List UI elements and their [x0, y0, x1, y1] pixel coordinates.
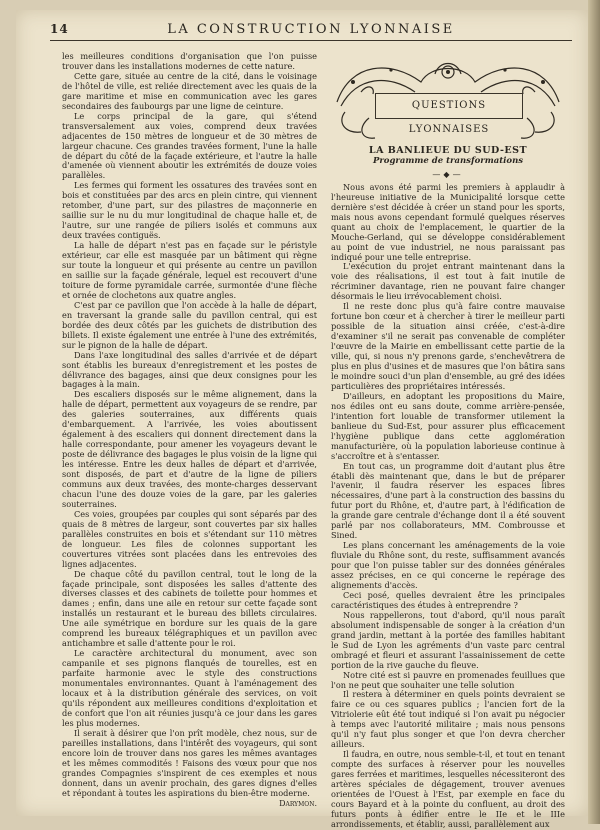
paragraph: En tout cas, un programme doit d'autant plus être établi dès maintenant que, dans le but de préparer l'avenir, il faudra réserver les espaces libres nécessaires, d'une part à la construction des bassins du futur port du Rhône, et, d'autre part, à l'édification de la grande gare centrale d'échange dont il a été souvent parlé par nos collaborateurs, MM. Combrousse et Sined.: [331, 460, 565, 541]
section-banner: [331, 52, 565, 144]
left-column: [62, 52, 317, 809]
article-body: [331, 183, 565, 830]
paragraph: Dans l'axe longitudinal des salles d'arrivée et de départ sont établis les bureaux d'enregistrement et les postes de délivrance des bagages, ainsi que deux consignes pour les bagages à la main.: [62, 349, 317, 390]
paragraph: La halle de départ n'est pas en façade sur le péristyle extérieur, car elle est masquée par un bâtiment qui règne sur toute la longueur et qui présente au centre un pavillon en saillie sur la façade générale, lequel est recouvert d'une toiture de forme pyramidale carrée, surmontée d'une flèche et ornée de clochetons aux quatre angles.: [62, 240, 317, 300]
page-header: [50, 22, 572, 41]
page-number: 14: [50, 22, 69, 36]
paragraph: Le corps principal de la gare, qui s'étend transversalement aux voies, comprend deux travées adjacentes de 150 mètres de longueur et de 30 mètres de largeur chacune. Ces grandes travées forment, l'une la halle de départ du côté de la façade extérieure, et l'autre la halle d'amenée où viennent aboutir les extrémités de douze voies parallèles.: [62, 110, 317, 181]
article-title: LA BANLIEUE DU SUD-EST: [368, 145, 528, 156]
paragraph: Les fermes qui forment les ossatures des travées sont en bois et constituées par des arcs en plein cintre, qui viennent retomber, d'une part, sur des pilastres de maçonnerie en saillie sur le nu du mur longitudinal de chaque halle et, de l'autre, sur une rangée de piliers isolés et communs aux deux travées contiguës.: [62, 180, 317, 241]
divider-ornament-icon: —◆—: [432, 169, 464, 179]
paragraph: Nous avons été parmi les premiers à applaudir à l'heureuse initiative de la Municipalité lorsque cette dernière s'est décidée à créer un stand pour les sports, mais nous avons cependant formulé quelques réserves quant au choix de l'emplacement, le quartier de la Mouche-Gerland, qui se développe considérablement au point de vue industriel, ne nous paraissant pas indiqué pour une telle entreprise.: [331, 181, 565, 262]
running-title: LA CONSTRUCTION LYONNAISE: [167, 22, 455, 37]
paragraph: Ces voies, groupées par couples qui sont séparés par des quais de 8 mètres de largeur, sont couvertes par six halles parallèles construites en bois et s'étendant sur 110 mètres de longueur. Les files de colonnes supportant les couvertures vitrées sont placées dans les entrevoies des lignes adjacentes.: [62, 508, 317, 569]
article-subtitle: Programme de transformations: [372, 155, 524, 166]
banner-title: QUESTIONS LYONNAISES: [375, 93, 523, 119]
paragraph: D'ailleurs, en adoptant les propositions du Maire, nos édiles ont eu sans doute, comme arrière-pensée, l'intention fort louable de transformer utilement la banlieue du Sud-Est, pour assurer plus efficacement l'hygiène publique dans cette agglomération manufacturière, où la population laborieuse continue à s'accroître et à s'entasser.: [331, 390, 565, 461]
page-binding: [588, 0, 600, 824]
paragraph: Il faudra, en outre, nous semble-t-il, et tout en tenant compte des surfaces à réserver pour les nouvelles gares ferrées et maritimes, lesquelles nécessiteront des artères spéciales de dégagement, trouver avenues orientées de l'Ouest à l'Est, par exemple en face du cours Bayard et à la pointe du confluent, au droit des futurs ponts à édifier entre le IIe et le IIIe arrondissements, et établir, aussi, parallèlement aux: [331, 749, 565, 829]
paragraph: Cette gare, située au centre de la cité, dans le voisinage de l'hôtel de ville, est reliée directement avec les quais de la gare maritime et mise en communication avec les gares secondaires des faubourgs par une ligne de ceinture.: [62, 70, 317, 111]
paragraph: Des escaliers disposés sur le même alignement, dans la halle de départ, permettent aux voyageurs de se rendre, par des galeries souterraines, aux différents quais d'embarquement. A l'arrivée, les voies aboutissent également à des escaliers qui donnent directement dans la halle correspondante, pour amener les voyageurs devant le poste de délivrance des bagages le plus voisin de la ligne qui les intéresse. Entre les deux halles de départ et d'arrivée, sont disposés, de part et d'autre de la ligne de piliers communs aux deux travées, des monte-charges desservant chacun l'une des douze voies de la gare, par les galeries souterraines.: [62, 389, 317, 509]
author-signature: Darymon.: [279, 799, 317, 809]
paragraph: les meilleures conditions d'organisation que l'on puisse trouver dans les installations modernes de cette nature.: [62, 51, 317, 71]
paragraph: Nous rappellerons, tout d'abord, qu'il nous paraît absolument indispensable de songer à la création d'un grand jardin, mettant à la portée des familles habitant le Sud de Lyon les agréments d'un vaste parc central ombragé et fleuri et assurant l'assainissement de cette portion de la rive gauche du fleuve.: [331, 609, 565, 670]
paragraph: Ceci posé, quelles devraient être les principales caractéristiques des études à entreprendre ?: [331, 589, 565, 610]
paragraph: Les plans concernant les aménagements de la voie fluviale du Rhône sont, du reste, suffisamment avancés pour que l'on puisse tabler sur des données générales assez précises, en ce qui concerne le repérage des alignements d'accès.: [331, 540, 565, 590]
paragraph: Il ne reste donc plus qu'à faire contre mauvaise fortune bon cœur et à chercher à tirer le meilleur parti possible de la situation ainsi créée, c'est-à-dire d'examiner s'il ne serait pas convenable de compléter l'œuvre de la Mairie en embellissant cette partie de la ville, qui, si nous n'y prenons garde, s'enchevêtrera de plus en plus d'usines et de masures que l'on bâtira sans le moindre souci d'un plan d'ensemble, au gré des idées particulières des propriétaires intéressés.: [331, 301, 565, 391]
paragraph: Notre cité est si pauvre en promenades feuillues que l'on ne peut que souhaiter une telle solution: [331, 669, 565, 690]
paragraph: Il restera à déterminer en quels points devraient se faire ce ou ces squares publics ; l'ancien fort de la Vitriolerie eût été tout indiqué si l'on avait pu négocier à temps avec l'autorité militaire ; mais nous pensons qu'il n'y faut plus songer et que l'on devra chercher ailleurs.: [331, 689, 565, 750]
paragraph: C'est par ce pavillon que l'on accède à la halle de départ, en traversant la grande salle du pavillon central, qui est bordée des deux côtés par les guichets de distribution des billets. Il existe également une entrée à l'une des extrémités, sur le pignon de la halle de départ.: [62, 299, 317, 350]
paragraph: Le caractère architectural du monument, avec son campanile et ses pignons flanqués de tourelles, est en parfaite harmonie avec le style des constructions monumentales environnantes. Quant à l'aménagement des locaux et à la distribution générale des services, on voit qu'ils répondent aux meilleures conditions d'exploitation et de confort que l'on ait réunies jusqu'à ce jour dans les gares les plus modernes.: [62, 648, 317, 728]
paragraph: Il serait à désirer que l'on prît modèle, chez nous, sur de pareilles installations, dans l'intérêt des voyageurs, qui sont encore loin de trouver dans nos gares les mêmes avantages et les mêmes commodités ! Faisons des vœux pour que nos grandes Compagnies s'inspirent de ces exemples et nous donnent, dans un avenir prochain, des gares dignes d'elles et répondant à toutes les aspirations du bien-être moderne.: [62, 727, 317, 798]
right-column: [331, 52, 565, 830]
paragraph: De chaque côté du pavillon central, tout le long de la façade principale, sont disposées les salles d'attente des diverses classes et des cabinets de toilette pour hommes et dames ; enfin, dans une aile en retour sur cette façade sont installés un restaurant et le bureau des billets circulaires. Une aile symétrique en bordure sur les quais de la gare comprend les bureaux télégraphiques et un pavillon avec antichambre et salle d'attente pour le roi.: [62, 568, 317, 649]
paragraph: L'exécution du projet entrant maintenant dans la voie des réalisations, il est tout à fait inutile de récriminer davantage, rien ne pouvant faire changer désormais le lieu irrévocablement choisi.: [331, 261, 565, 302]
